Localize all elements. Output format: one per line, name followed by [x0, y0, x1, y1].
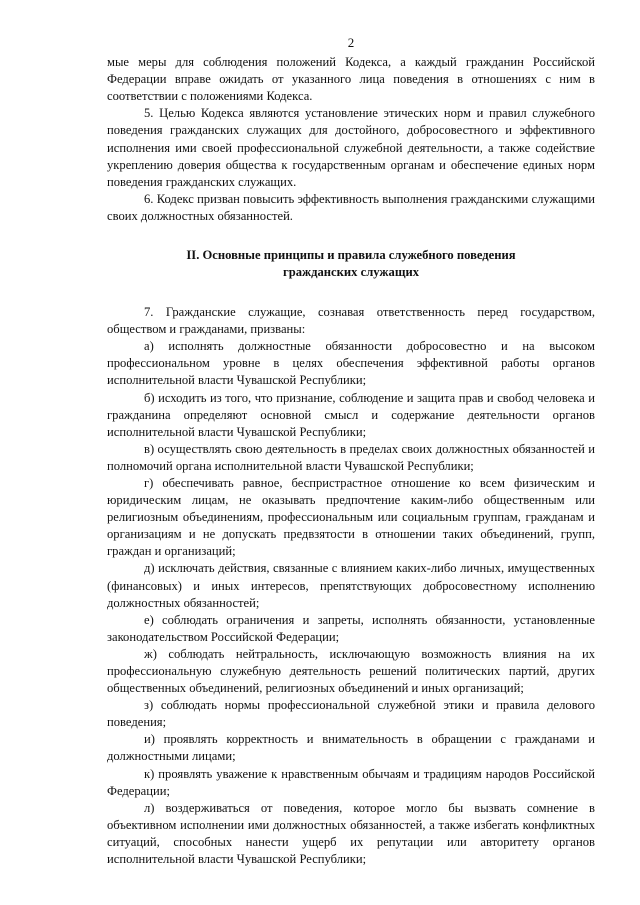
page-number: 2	[347, 35, 355, 50]
list-item-b: б) исходить из того, что признание, соблюдение и защита прав и свобод человека и гражданина определяют основной смысл и содержание деятельности органов исполнительной власти Чувашской Республики;	[107, 390, 595, 439]
list-item-zh: ж) соблюдать нейтральность, исключающую возможность влияния на их профессиональную служебную деятельность решений политических партий, других общественных объединений, религиозных объединений и иных организаций;	[107, 646, 595, 696]
paragraph-6: 6. Кодекс призван повысить эффективность выполнения гражданскими служащими своих должностных обязанностей.	[107, 191, 595, 223]
list-item-e: е) соблюдать ограничения и запреты, исполнять обязанности, установленные законодательством Российской Федерации;	[107, 612, 595, 644]
paragraph-7: 7. Гражданские служащие, сознавая ответственность перед государством, обществом и гражданами, призваны:	[107, 305, 595, 337]
document-page	[107, 34, 595, 868]
list-item-k: к) проявлять уважение к нравственным обычаям и традициям народов Российской Федерации;	[107, 766, 595, 798]
list-item-a: а) исполнять должностные обязанности добросовестно и на высоком профессиональном уровне в целях обеспечения эффективной работы органов исполнительной власти Чувашской Республики;	[107, 339, 595, 388]
section-heading-line-1: II. Основные принципы и правила служебного поведения	[186, 248, 516, 263]
list-item-l: л) воздерживаться от поведения, которое могло бы вызвать сомнение в объективном исполнении ими должностных обязанностей, а также избегать конфликтных ситуаций, способных нанести ущерб их репутации или авторитету органов исполнительной власти Чувашской Республики;	[107, 800, 595, 867]
section-heading-line-2: гражданских служащих	[282, 265, 420, 280]
paragraph-5: 5. Целью Кодекса являются установление этических норм и правил служебного поведения гражданских служащих для достойного, добросовестного и эффективного исполнения ими своей профессиональной служебной деятельности, а также содействие укреплению доверия общества к государственным органам и обеспечение единых норм поведения гражданских служащих.	[107, 106, 595, 189]
section-heading	[107, 247, 595, 281]
list-item-i: и) проявлять корректность и внимательность в обращении с гражданами и должностными лицами;	[107, 732, 595, 764]
list-item-z: з) соблюдать нормы профессиональной служебной этики и правила делового поведения;	[107, 698, 595, 730]
paragraph-4-continuation: мые меры для соблюдения положений Кодекса, а каждый гражданин Российской Федерации вправе ожидать от указанного лица поведения в отношениях с ним в соответствии с положениями Кодекса.	[107, 55, 595, 104]
list-item-v: в) осуществлять свою деятельность в пределах своих должностных обязанностей и полномочий органа исполнительной власти Чувашской Республики;	[107, 441, 595, 473]
list-item-g: г) обеспечивать равное, беспристрастное отношение ко всем физическим и юридическим лицам, не оказывать предпочтение каким-либо общественным или религиозным объединениям, профессиональным или социальным группам, гражданам и организациям и не допускать предвзятости в отношении таких объединений, групп, граждан и организаций;	[107, 475, 595, 559]
list-item-d: д) исключать действия, связанные с влиянием каких-либо личных, имущественных (финансовых) и иных интересов, препятствующих добросовестному исполнению должностных обязанностей;	[107, 561, 595, 610]
